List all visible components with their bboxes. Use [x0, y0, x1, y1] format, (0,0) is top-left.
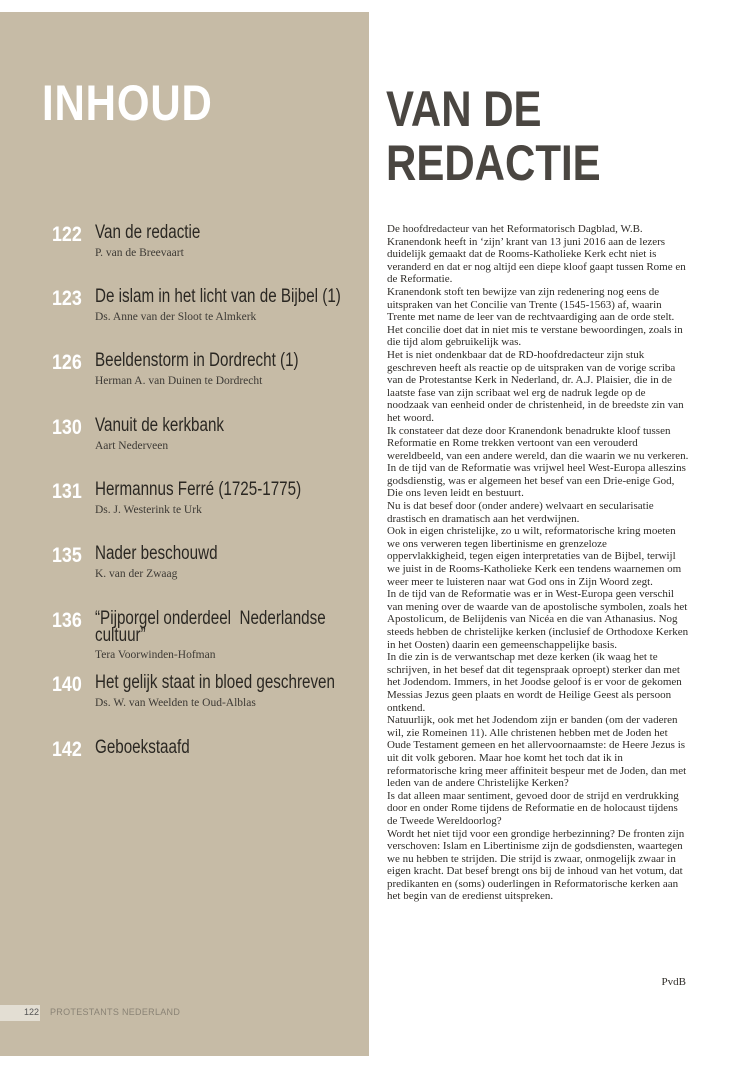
footer-page-number: 122 — [24, 1007, 40, 1017]
toc-page-number: 131 — [52, 480, 82, 503]
toc-entry-title: “Pijporgel onderdeel Nederlandse — [95, 608, 326, 629]
toc-entry-title: De islam in het licht van de Bijbel (1) — [95, 286, 341, 307]
article-paragraph: Nu is dat besef door (onder andere) welvaart en secularisatie drastisch en dramatisch aan het verdwijnen. — [387, 500, 654, 525]
toc-entry-title: Beeldenstorm in Dordrecht (1) — [95, 350, 299, 371]
article-paragraph: De hoofdredacteur van het Reformatorisch Dagblad, W.B. Kranendonk heeft in ‘zijn’ krant van 13 juni 2016 aan de lezers duidelijk gemaakt dat de Rooms-Katholieke Kerk echt niet is veranderd en dat er nog altijd een diepe kloof gaapt tussen Rome en de Reformatie. — [387, 223, 686, 286]
article-title — [386, 82, 601, 190]
article-paragraph: Natuurlijk, ook met het Jodendom zijn er banden (om der vaderen wil, zie Romeinen 11). Alle christenen hebben met de Joden het Oude Testament gemeen en het allervoornaamste: de Heere Jezus is uit dit volk geboren. Maar hoe komt het toch dat ik in reformatorische kring meer affiniteit bespeur met de Joden, dan met leden van de andere Christelijke Kerken? — [387, 714, 687, 790]
article-paragraph: Ook in eigen christelijke, zo u wilt, reformatorische kring moeten we ons verweren tegen libertinisme en grenzeloze oppervlakkigheid, tegen eigen interpretaties van de Bijbel, terwijl we juist in de Rooms-Katholieke Kerk een tendens waarnemen om weer meer te luisteren naar wat God ons in Zijn Woord zegt. — [387, 525, 682, 588]
article-signature: PvdB — [661, 976, 686, 988]
toc-page-number: 140 — [52, 673, 82, 696]
article-paragraph: Wordt het niet tijd voor een grondige herbezinning? De fronten zijn verschoven: Islam en Libertinisme zijn de godsdiensten, waartegen we nu hebben te strijden. Die strijd is zwaar, onmogelijk zwaar in eigen kracht. Dat besef brengt ons bij de inhoud van het votum, dat predikanten en (soms) ouderlingen in Reformatorische kerken aan het begin van de eredienst uitspreken. — [387, 827, 685, 903]
article-paragraph: Is dat alleen maar sentiment, gevoed door de strijd en verdrukking door en onder Rome tijdens de Reformatie en de holocaust tijdens de Tweede Wereldoorlog? — [387, 789, 679, 827]
article-paragraph: In de tijd van de Reformatie was er in West-Europa geen verschil van mening over de waarde van de apostolische symbolen, zoals het Apostolicum, de Belijdenis van Nicéa en die van Athanasius. Nog steeds hebben de christelijke kerken (inclusief de Orthodoxe Kerken in het Oosten) daarin een gemeenschappelijke basis. — [387, 588, 689, 651]
toc-entry-title: Vanuit de kerkbank — [95, 415, 224, 436]
toc-entry-title: Geboekstaafd — [95, 737, 190, 758]
contents-title: INHOUD — [42, 75, 213, 131]
toc-page-number: 135 — [52, 544, 82, 567]
toc-entry-title: Nader beschouwd — [95, 543, 218, 564]
article-paragraph: Ik constateer dat deze door Kranendonk benadrukte kloof tussen Reformatie en Rome trekken vertoont van een verouderd wereldbeeld, van een andere wereld, dan die waarin we nu verkeren. In de tijd van de Reformatie was vrijwel heel West-Europa alleszins godsdienstig, was er algemeen het besef van een Drie-enige God, Die ons leven leidt en bestuurt. — [387, 424, 689, 500]
article-paragraph: In die zin is de verwantschap met deze kerken (ik waag het te schrijven, in het besef dat dit tegenspraak oproept) sterker dan met het Jodendom. Immers, in het Joodse geloof is er voor de gekomen Messias Jezus geen plaats en wordt de Heilige Geest als persoon ontkend. — [387, 651, 682, 714]
toc-entry-author: Ds. Anne van der Sloot te Almkerk — [95, 311, 257, 323]
toc-entry-title: Van de redactie — [95, 222, 201, 243]
toc-page-number: 142 — [52, 738, 82, 761]
article-title-line: REDACTIE — [386, 135, 601, 191]
toc-page-number: 136 — [52, 609, 82, 632]
footer-publication-name: PROTESTANTS NEDERLAND — [50, 1007, 181, 1017]
toc-entry-author: Aart Nederveen — [95, 440, 169, 452]
toc-entry-title: Het gelijk staat in bloed geschreven — [95, 672, 335, 693]
toc-page-number: 123 — [52, 287, 82, 310]
toc-page-number: 122 — [52, 223, 82, 246]
article-title-line: VAN DE — [386, 81, 542, 137]
toc-entry-author: Ds. J. Westerink te Urk — [95, 504, 202, 516]
toc-entry-author: K. van der Zwaag — [95, 568, 178, 580]
contents-panel — [0, 12, 369, 1056]
article-paragraph: Kranendonk stoft ten bewijze van zijn redenering nog eens de uitspraken van het Concilie van Trente (1545-1563) af, waarin Trente met name de leer van de rechtvaardiging aan de orde stelt. Het concilie doet dat in niet mis te verstane bewoordingen, zoals in die tijd alom gebruikelijk was. — [387, 285, 683, 349]
toc-page-number: 126 — [52, 351, 82, 374]
toc-page-number: 130 — [52, 416, 82, 439]
article-paragraph: Het is niet ondenkbaar dat de RD-hoofdredacteur zijn stuk geschreven heeft als reactie op de uitspraken van de vorige scriba van de Protestantse Kerk in Nederland, dr. A.J. Plaisier, die in de laatste fase van zijn scribaat wel erg de nadruk legde op de noodzaak van eenheid onder de christenheid, in de breedste zin van het woord. — [387, 348, 684, 424]
toc-entry-author: Tera Voorwinden-Hofman — [95, 649, 216, 661]
toc-entry-author: Herman A. van Duinen te Dordrecht — [95, 375, 263, 387]
toc-entry-author: P. van de Breevaart — [95, 247, 184, 259]
toc-entry-title-continued: cultuur” — [95, 625, 146, 646]
toc-entry-title: Hermannus Ferré (1725-1775) — [95, 479, 302, 500]
article-body — [387, 223, 689, 903]
toc-entry-author: Ds. W. van Weelden te Oud-Alblas — [95, 697, 256, 709]
